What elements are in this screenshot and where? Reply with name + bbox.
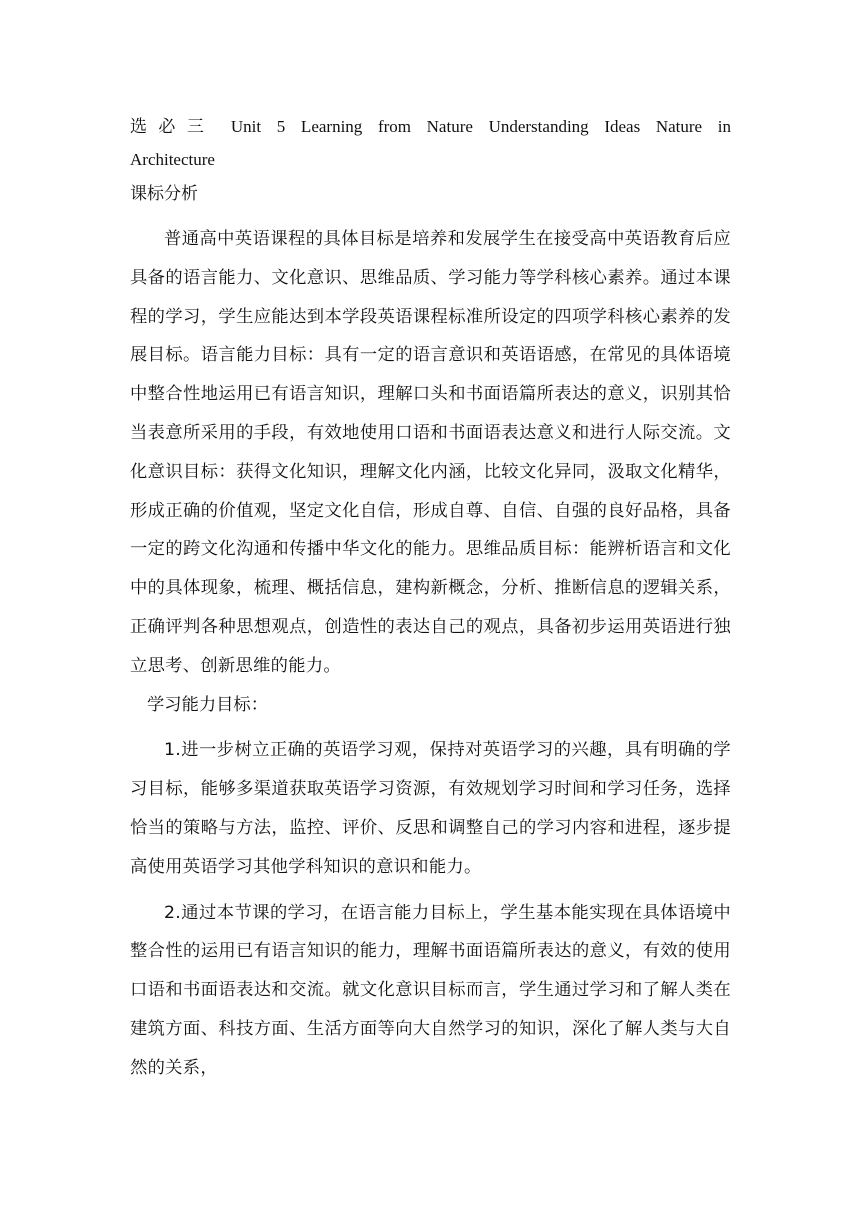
list-item-1: 1.进一步树立正确的英语学习观，保持对英语学习的兴趣，具有明确的学习目标，能够多渠道获取英语学习资源，有效规划学习时间和学习任务，选择恰当的策略与方法，监控、评价、反思和调整自己的学习内容和进程，逐步提高使用英语学习其他学科知识的意识和能力。 [130, 740, 731, 877]
document-title: 选必三 Unit 5 Learning from Nature Understanding Ideas Nature in [130, 117, 731, 136]
list-item-2: 2.通过本节课的学习，在语言能力目标上，学生基本能实现在具体语境中整合性的运用已有语言知识的能力，理解书面语篇所表达的意义，有效的使用口语和书面语表达和交流。就文化意识目标而言，学生通过学习和了解人类在建筑方面、科技方面、生活方面等向大自然学习的知识，深化了解人类与大自然的关系， [130, 902, 731, 1078]
paragraph-curriculum-goals: 普通高中英语课程的具体目标是培养和发展学生在接受高中英语教育后应具备的语言能力、文化意识、思维品质、学习能力等学科核心素养。通过本课程的学习，学生应能达到本学段英语课程标准所设定的四项学科核心素养的发展目标。语言能力目标：具有一定的语言意识和英语语感，在常见的具体语境中整合性地运用已有语言知识，理解口头和书面语篇所表达的意义，识别其恰当表意所采用的手段，有效地使用口语和书面语表达意义和进行人际交流。文化意识目标：获得文化知识，理解文化内涵，比较文化异同，汲取文化精华，形成正确的价值观，坚定文化自信，形成自尊、自信、自强的良好品格，具备一定的跨文化沟通和传播中华文化的能力。思维品质目标：能辨析语言和文化中的具体现象，梳理、概括信息，建构新概念，分析、推断信息的逻辑关系，正确评判各种思想观点，创造性的表达自己的观点，具备初步运用英语进行独立思考、创新思维的能力。 [130, 229, 731, 676]
learning-ability-heading: 学习能力目标： [147, 694, 268, 715]
document-title-continuation: Architecture [130, 150, 215, 169]
document-page [130, 110, 731, 1095]
section-heading: 课标分析 [130, 184, 198, 204]
